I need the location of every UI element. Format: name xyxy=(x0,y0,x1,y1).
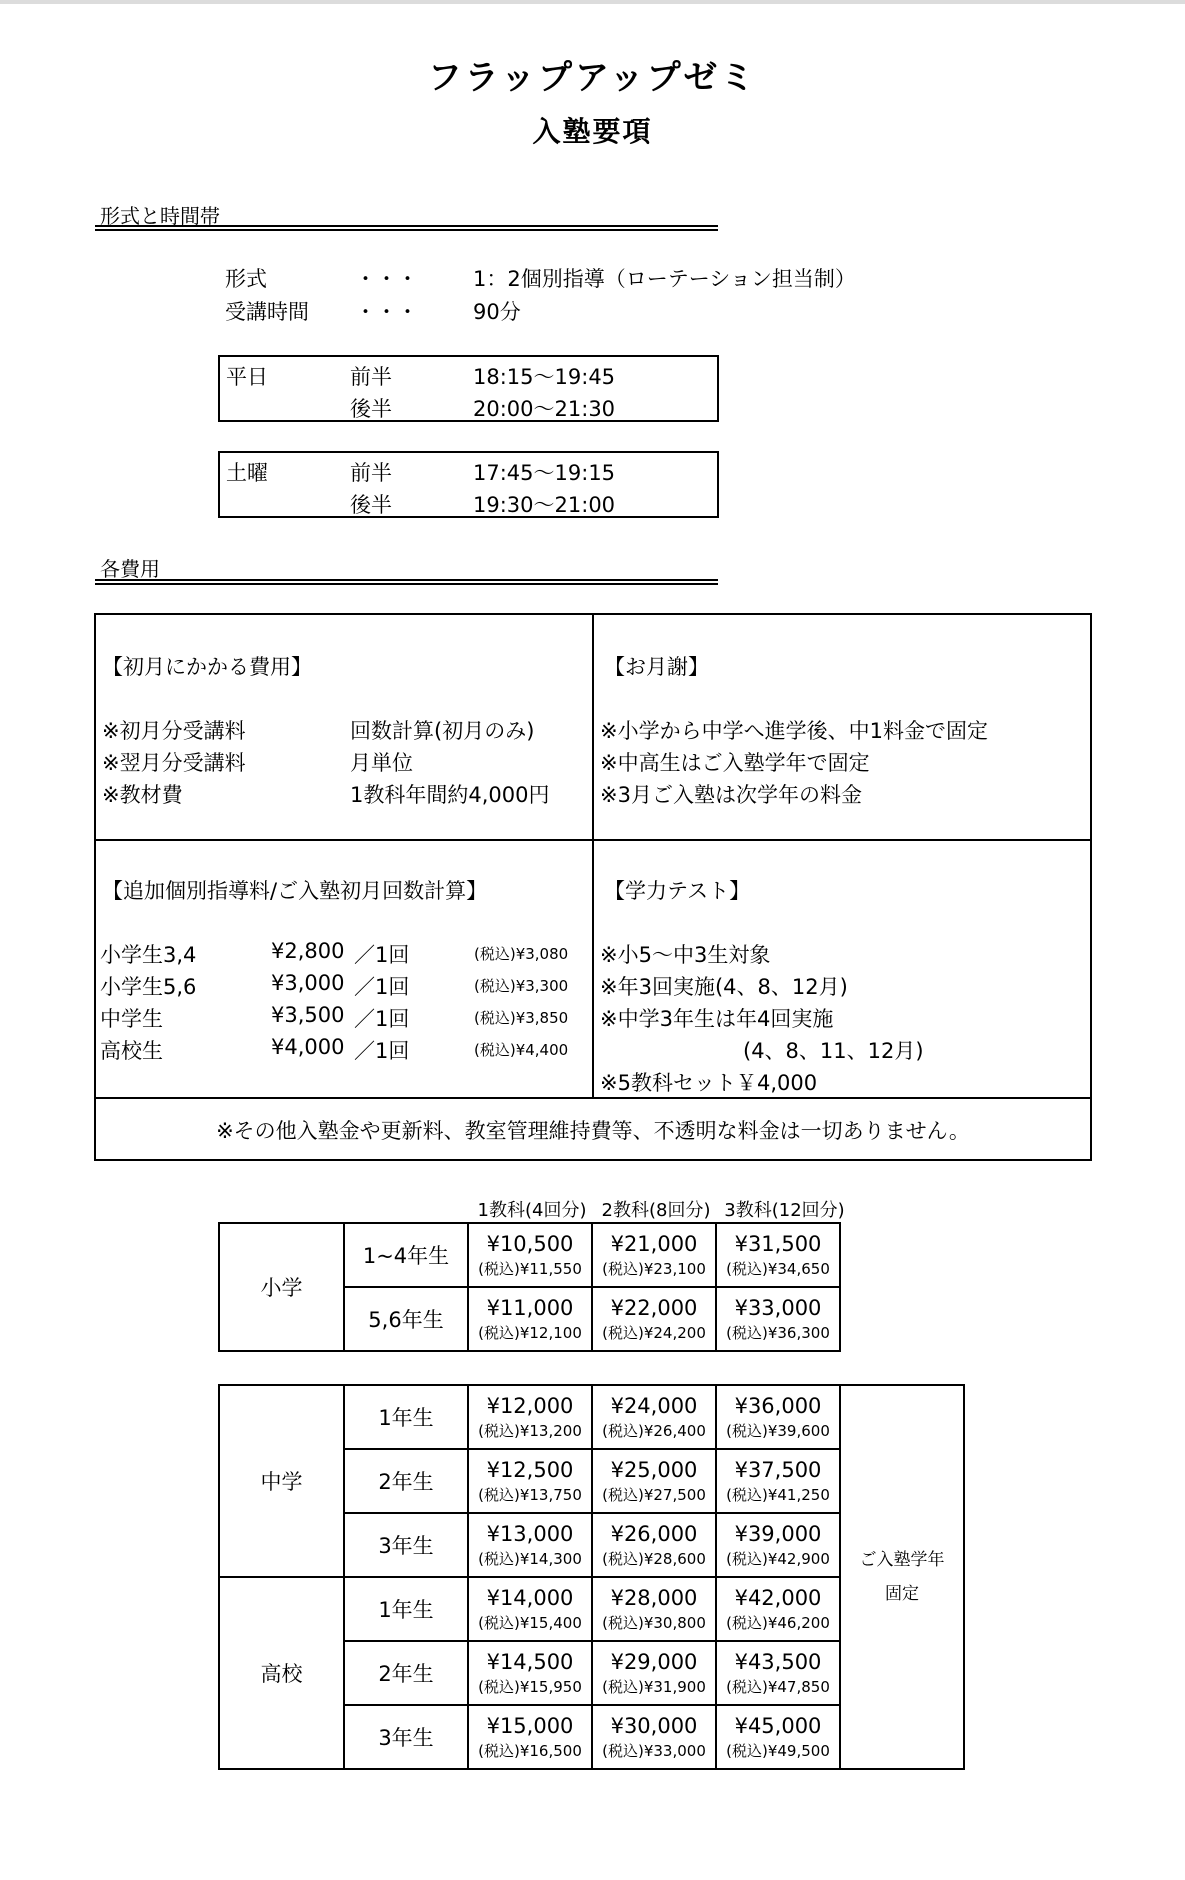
grade-label: 3年生 xyxy=(344,1705,468,1769)
monthly-note: ※中高生はご入塾学年で固定 xyxy=(600,751,870,775)
saturday-first-label: 前半 xyxy=(350,461,392,485)
duration-value: 90分 xyxy=(473,300,521,324)
price-cell xyxy=(468,1223,592,1287)
price-tax: (税込)¥49,500 xyxy=(726,1741,830,1760)
price-cell xyxy=(716,1287,840,1351)
duration-label: 受講時間 xyxy=(225,300,309,324)
price-cell xyxy=(716,1577,840,1641)
price-tax: (税込)¥11,550 xyxy=(478,1259,582,1278)
price-tax: (税込)¥34,650 xyxy=(726,1259,830,1278)
additional-grade: 小学生5,6 xyxy=(100,975,197,999)
price-tax: (税込)¥12,100 xyxy=(478,1323,582,1342)
price-tax: (税込)¥14,300 xyxy=(478,1549,582,1568)
fees-horizontal-divider xyxy=(96,839,1090,841)
price-cell xyxy=(716,1449,840,1513)
price-tax: (税込)¥27,500 xyxy=(602,1485,706,1504)
section-underline xyxy=(95,225,718,231)
price-tax: (税込)¥36,300 xyxy=(726,1323,830,1342)
price-cell xyxy=(468,1287,592,1351)
grade-fixed-note-line: ご入塾学年 xyxy=(859,1550,945,1570)
weekday-first-label: 前半 xyxy=(350,365,392,389)
price-cell xyxy=(468,1641,592,1705)
price-value: ¥13,000 xyxy=(486,1521,574,1546)
test-note: ※中学3年生は年4回実施 xyxy=(600,1007,834,1031)
fees-vertical-divider xyxy=(592,615,594,1097)
test-note: ※年3回実施(4、8、12月) xyxy=(600,975,848,999)
price-cell xyxy=(592,1641,716,1705)
initial-item-label: ※教材費 xyxy=(102,783,183,807)
price-value: ¥15,000 xyxy=(486,1713,574,1738)
price-value: ¥26,000 xyxy=(610,1521,698,1546)
additional-unit: ／1回 xyxy=(354,943,410,967)
weekday-second-label: 後半 xyxy=(350,397,392,421)
price-value: ¥24,000 xyxy=(610,1393,698,1418)
price-value: ¥37,500 xyxy=(734,1457,822,1482)
weekday-schedule-box xyxy=(218,355,719,422)
page-title: フラップアップゼミ xyxy=(427,58,758,98)
grade-label: 2年生 xyxy=(344,1641,468,1705)
price-tax: (税込)¥13,200 xyxy=(478,1421,582,1440)
price-cell xyxy=(592,1577,716,1641)
price-header: 1教科(4回分) xyxy=(477,1200,587,1221)
test-note: (4、8、11、12月) xyxy=(743,1039,924,1063)
grade-label: 1年生 xyxy=(344,1577,468,1641)
price-cell xyxy=(716,1705,840,1769)
test-note: ※5教科セット￥4,000 xyxy=(600,1071,818,1095)
middle-school-label: 中学 xyxy=(219,1385,344,1577)
initial-item-value: 回数計算(初月のみ) xyxy=(350,719,535,743)
format-value: 1：2個別指導（ローテーション担当制） xyxy=(473,267,856,291)
saturday-label: 土曜 xyxy=(226,461,268,485)
price-cell xyxy=(468,1577,592,1641)
price-value: ¥22,000 xyxy=(610,1295,698,1320)
price-cell xyxy=(716,1641,840,1705)
elementary-label: 小学 xyxy=(219,1223,344,1351)
additional-unit: ／1回 xyxy=(354,975,410,999)
top-border xyxy=(0,0,1185,4)
grade-label: 2年生 xyxy=(344,1449,468,1513)
duration-dots: ・・・ xyxy=(355,300,418,324)
price-value: ¥43,500 xyxy=(734,1649,822,1674)
price-tax: (税込)¥47,850 xyxy=(726,1677,830,1696)
price-header: 3教科(12回分) xyxy=(724,1200,845,1221)
price-cell xyxy=(468,1705,592,1769)
price-value: ¥12,000 xyxy=(486,1393,574,1418)
grade-label: 1年生 xyxy=(344,1385,468,1449)
grade-fixed-note xyxy=(840,1385,964,1769)
price-cell xyxy=(592,1385,716,1449)
initial-item-label: ※初月分受講料 xyxy=(102,719,246,743)
additional-tax: (税込)¥3,850 xyxy=(474,1009,569,1027)
section-underline xyxy=(95,579,718,585)
page-subtitle: 入塾要項 xyxy=(532,115,653,148)
price-value: ¥28,000 xyxy=(610,1585,698,1610)
fees-box xyxy=(94,613,1092,1161)
price-value: ¥14,500 xyxy=(486,1649,574,1674)
price-cell xyxy=(592,1449,716,1513)
additional-tax: (税込)¥3,080 xyxy=(474,945,569,963)
price-cell xyxy=(592,1705,716,1769)
monthly-fee-title: 【お月謝】 xyxy=(604,655,709,679)
price-tax: (税込)¥39,600 xyxy=(726,1421,830,1440)
additional-grade: 中学生 xyxy=(100,1007,163,1031)
additional-price: ¥3,000 xyxy=(271,971,345,995)
additional-price: ¥3,500 xyxy=(271,1003,345,1027)
fees-footer-note: ※その他入塾金や更新料、教室管理維持費等、不透明な料金は一切ありません。 xyxy=(216,1119,970,1143)
price-value: ¥21,000 xyxy=(610,1231,698,1256)
price-cell xyxy=(592,1513,716,1577)
price-cell xyxy=(592,1223,716,1287)
price-tax: (税込)¥23,100 xyxy=(602,1259,706,1278)
additional-price: ¥2,800 xyxy=(271,939,345,963)
additional-grade: 小学生3,4 xyxy=(100,943,197,967)
grade-label: 3年生 xyxy=(344,1513,468,1577)
test-title: 【学力テスト】 xyxy=(604,879,751,903)
weekday-first-time: 18:15〜19:45 xyxy=(473,365,616,389)
price-tax: (税込)¥31,900 xyxy=(602,1677,706,1696)
price-value: ¥25,000 xyxy=(610,1457,698,1482)
saturday-schedule-box xyxy=(218,451,719,518)
price-value: ¥30,000 xyxy=(610,1713,698,1738)
section-heading-fees: 各費用 xyxy=(100,557,160,581)
format-dots: ・・・ xyxy=(355,267,418,291)
price-cell xyxy=(716,1385,840,1449)
price-tax: (税込)¥33,000 xyxy=(602,1741,706,1760)
saturday-first-time: 17:45〜19:15 xyxy=(473,461,616,485)
price-tax: (税込)¥30,800 xyxy=(602,1613,706,1632)
price-value: ¥45,000 xyxy=(734,1713,822,1738)
price-tax: (税込)¥28,600 xyxy=(602,1549,706,1568)
price-tax: (税込)¥13,750 xyxy=(478,1485,582,1504)
initial-item-label: ※翌月分受講料 xyxy=(102,751,246,775)
fees-footer-divider xyxy=(96,1097,1090,1099)
additional-tax: (税込)¥4,400 xyxy=(474,1041,569,1059)
additional-fees-title: 【追加個別指導料/ご入塾初月回数計算】 xyxy=(102,879,488,903)
additional-tax: (税込)¥3,300 xyxy=(474,977,569,995)
monthly-note: ※3月ご入塾は次学年の料金 xyxy=(600,783,862,807)
price-tax: (税込)¥41,250 xyxy=(726,1485,830,1504)
price-value: ¥39,000 xyxy=(734,1521,822,1546)
format-label: 形式 xyxy=(225,267,267,291)
section-heading-format: 形式と時間帯 xyxy=(100,204,220,228)
test-note: ※小5〜中3生対象 xyxy=(600,943,771,967)
price-tax: (税込)¥15,950 xyxy=(478,1677,582,1696)
initial-fees-title: 【初月にかかる費用】 xyxy=(102,655,312,679)
price-value: ¥33,000 xyxy=(734,1295,822,1320)
price-value: ¥11,000 xyxy=(486,1295,574,1320)
secondary-price-table xyxy=(218,1384,965,1770)
additional-unit: ／1回 xyxy=(354,1007,410,1031)
price-cell xyxy=(468,1513,592,1577)
price-tax: (税込)¥15,400 xyxy=(478,1613,582,1632)
high-school-label: 高校 xyxy=(219,1577,344,1769)
price-header: 2教科(8回分) xyxy=(601,1200,711,1221)
price-value: ¥14,000 xyxy=(486,1585,574,1610)
additional-unit: ／1回 xyxy=(354,1039,410,1063)
price-value: ¥10,500 xyxy=(486,1231,574,1256)
weekday-label: 平日 xyxy=(226,365,268,389)
additional-price: ¥4,000 xyxy=(271,1035,345,1059)
monthly-note: ※小学から中学へ進学後、中1料金で固定 xyxy=(600,719,988,743)
weekday-second-time: 20:00〜21:30 xyxy=(473,397,616,421)
price-tax: (税込)¥42,900 xyxy=(726,1549,830,1568)
price-cell xyxy=(468,1385,592,1449)
additional-grade: 高校生 xyxy=(100,1039,163,1063)
price-cell xyxy=(716,1513,840,1577)
price-tax: (税込)¥26,400 xyxy=(602,1421,706,1440)
price-tax: (税込)¥46,200 xyxy=(726,1613,830,1632)
grade-label: 1~4年生 xyxy=(344,1223,468,1287)
grade-label: 5,6年生 xyxy=(344,1287,468,1351)
price-value: ¥12,500 xyxy=(486,1457,574,1482)
price-value: ¥29,000 xyxy=(610,1649,698,1674)
price-tax: (税込)¥24,200 xyxy=(602,1323,706,1342)
grade-fixed-note-line: 固定 xyxy=(885,1584,919,1604)
price-value: ¥36,000 xyxy=(734,1393,822,1418)
initial-item-value: 1教科年間約4,000円 xyxy=(350,783,550,807)
price-value: ¥31,500 xyxy=(734,1231,822,1256)
saturday-second-time: 19:30〜21:00 xyxy=(473,493,616,517)
price-cell xyxy=(716,1223,840,1287)
price-cell xyxy=(468,1449,592,1513)
price-cell xyxy=(592,1287,716,1351)
price-value: ¥42,000 xyxy=(734,1585,822,1610)
saturday-second-label: 後半 xyxy=(350,493,392,517)
initial-item-value: 月単位 xyxy=(350,751,413,775)
elementary-price-table xyxy=(218,1222,841,1352)
price-tax: (税込)¥16,500 xyxy=(478,1741,582,1760)
